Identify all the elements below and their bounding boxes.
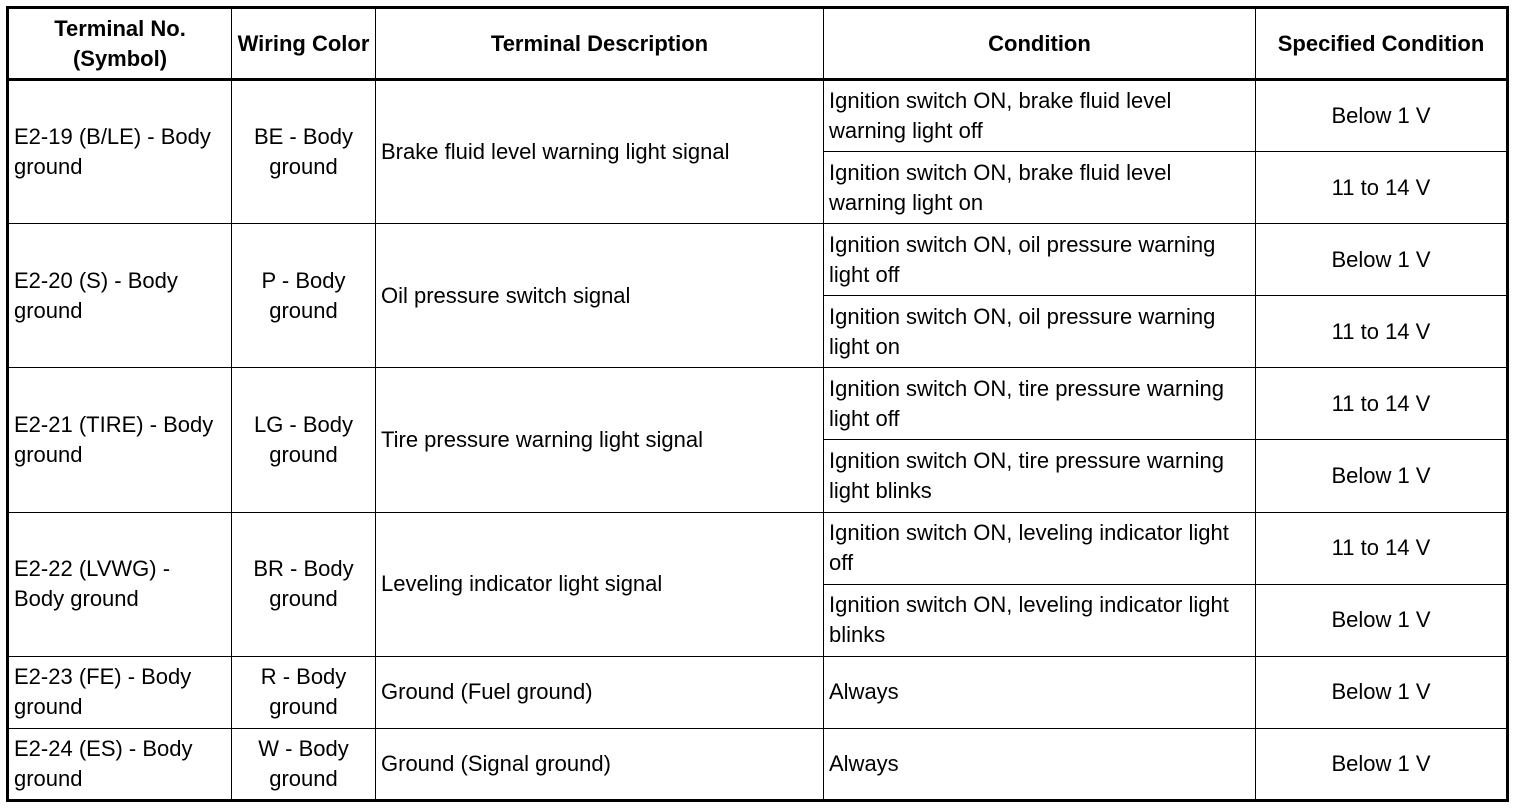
table-body bbox=[8, 80, 1508, 801]
specified-condition-cell: Below 1 V bbox=[1256, 656, 1508, 728]
specified-condition-cell: Below 1 V bbox=[1256, 728, 1508, 800]
specified-condition-cell: 11 to 14 V bbox=[1256, 368, 1508, 440]
terminal-cell: E2-21 (TIRE) - Body ground bbox=[8, 368, 232, 512]
header-terminal: Terminal No. (Symbol) bbox=[8, 8, 232, 80]
wiring-color-cell: P - Body ground bbox=[232, 224, 376, 368]
terminal-cell: E2-22 (LVWG) - Body ground bbox=[8, 512, 232, 656]
header-condition: Condition bbox=[824, 8, 1256, 80]
description-cell: Ground (Fuel ground) bbox=[376, 656, 824, 728]
terminal-cell: E2-19 (B/LE) - Body ground bbox=[8, 80, 232, 224]
table-row bbox=[8, 728, 1508, 800]
condition-cell: Ignition switch ON, leveling indicator light blinks bbox=[824, 584, 1256, 656]
table-row bbox=[8, 512, 1508, 584]
specified-condition-cell: 11 to 14 V bbox=[1256, 152, 1508, 224]
condition-cell: Ignition switch ON, tire pressure warning light blinks bbox=[824, 440, 1256, 512]
description-cell: Oil pressure switch signal bbox=[376, 224, 824, 368]
terminal-cell: E2-23 (FE) - Body ground bbox=[8, 656, 232, 728]
specified-condition-cell: Below 1 V bbox=[1256, 584, 1508, 656]
header-specified-condition: Specified Condition bbox=[1256, 8, 1508, 80]
terminal-cell: E2-24 (ES) - Body ground bbox=[8, 728, 232, 800]
description-cell: Ground (Signal ground) bbox=[376, 728, 824, 800]
specified-condition-cell: 11 to 14 V bbox=[1256, 296, 1508, 368]
wiring-color-cell: R - Body ground bbox=[232, 656, 376, 728]
condition-cell: Ignition switch ON, brake fluid level warning light on bbox=[824, 152, 1256, 224]
wiring-color-cell: LG - Body ground bbox=[232, 368, 376, 512]
condition-cell: Ignition switch ON, oil pressure warning light on bbox=[824, 296, 1256, 368]
condition-cell: Always bbox=[824, 656, 1256, 728]
description-cell: Tire pressure warning light signal bbox=[376, 368, 824, 512]
table-row bbox=[8, 368, 1508, 440]
specified-condition-cell: Below 1 V bbox=[1256, 440, 1508, 512]
specified-condition-cell: Below 1 V bbox=[1256, 224, 1508, 296]
condition-cell: Ignition switch ON, brake fluid level warning light off bbox=[824, 80, 1256, 152]
specified-condition-cell: 11 to 14 V bbox=[1256, 512, 1508, 584]
terminal-cell: E2-20 (S) - Body ground bbox=[8, 224, 232, 368]
description-cell: Brake fluid level warning light signal bbox=[376, 80, 824, 224]
table-row bbox=[8, 656, 1508, 728]
header-wiring-color: Wiring Color bbox=[232, 8, 376, 80]
header-terminal-description: Terminal Description bbox=[376, 8, 824, 80]
wiring-color-cell: BR - Body ground bbox=[232, 512, 376, 656]
header-row bbox=[8, 8, 1508, 80]
condition-cell: Ignition switch ON, oil pressure warning light off bbox=[824, 224, 1256, 296]
condition-cell: Ignition switch ON, leveling indicator light off bbox=[824, 512, 1256, 584]
specified-condition-cell: Below 1 V bbox=[1256, 80, 1508, 152]
terminal-spec-table bbox=[6, 6, 1509, 802]
table-row bbox=[8, 224, 1508, 296]
wiring-color-cell: W - Body ground bbox=[232, 728, 376, 800]
table-row bbox=[8, 80, 1508, 152]
wiring-color-cell: BE - Body ground bbox=[232, 80, 376, 224]
condition-cell: Ignition switch ON, tire pressure warning light off bbox=[824, 368, 1256, 440]
description-cell: Leveling indicator light signal bbox=[376, 512, 824, 656]
condition-cell: Always bbox=[824, 728, 1256, 800]
